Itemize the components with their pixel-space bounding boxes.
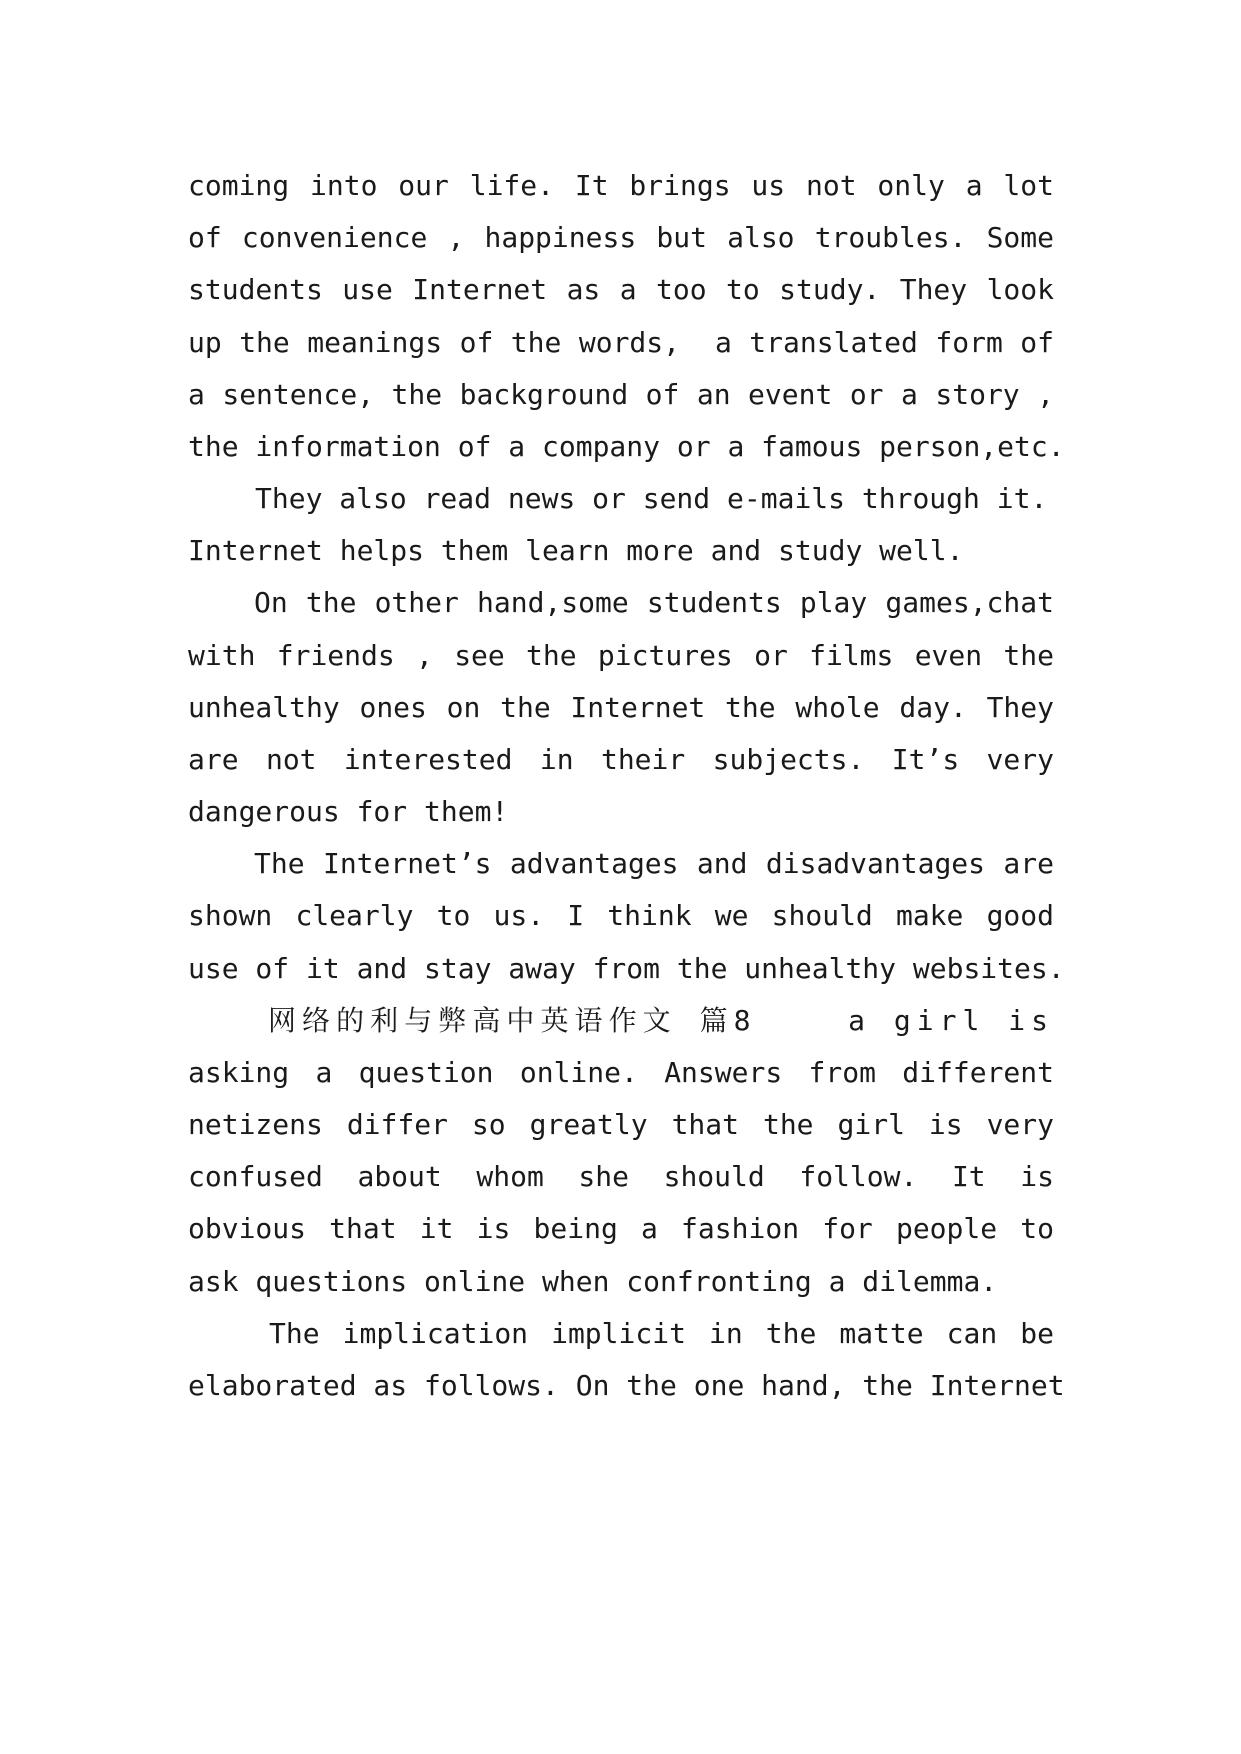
text-line: students use Internet as a too to study. They look [188, 273, 1054, 306]
text-line: asking a question online. Answers from different [188, 1056, 1054, 1089]
text-line: unhealthy ones on the Internet the whole day. They [188, 691, 1054, 724]
section-heading-line: 网络的利与弊高中英语作文 篇8 a girl is [268, 1004, 1054, 1037]
text-line: up the meanings of the words, a translated form of [188, 326, 1054, 359]
text-line: use of it and stay away from the unhealthy websites. [188, 952, 1065, 985]
text-line: of convenience , happiness but also troubles. Some [188, 221, 1054, 254]
text-line: a sentence, the background of an event or a story , [188, 378, 1054, 411]
text-line: the information of a company or a famous person,etc. [188, 430, 1065, 463]
text-line: They also read news or send e-mails through it. [255, 482, 1048, 515]
text-line: ask questions online when confronting a dilemma. [188, 1265, 998, 1298]
text-line: The implication implicit in the matte can be [269, 1317, 1054, 1350]
text-line: Internet helps them learn more and study well. [188, 534, 964, 567]
text-line: elaborated as follows. On the one hand, the Internet [188, 1369, 1065, 1402]
text-line: On the other hand,some students play games,chat [254, 586, 1054, 619]
text-line: with friends , see the pictures or films even the [188, 639, 1054, 672]
text-line: coming into our life. It brings us not only a lot [188, 169, 1054, 202]
text-line: dangerous for them! [188, 795, 509, 828]
text-line: shown clearly to us. I think we should make good [188, 899, 1054, 932]
text-line: confused about whom she should follow. It is [188, 1160, 1054, 1193]
text-line: netizens differ so greatly that the girl is very [188, 1108, 1054, 1141]
text-line: are not interested in their subjects. It’s very [188, 743, 1054, 776]
text-line: The Internet’s advantages and disadvantages are [254, 847, 1054, 880]
text-line: obvious that it is being a fashion for people to [188, 1212, 1054, 1245]
